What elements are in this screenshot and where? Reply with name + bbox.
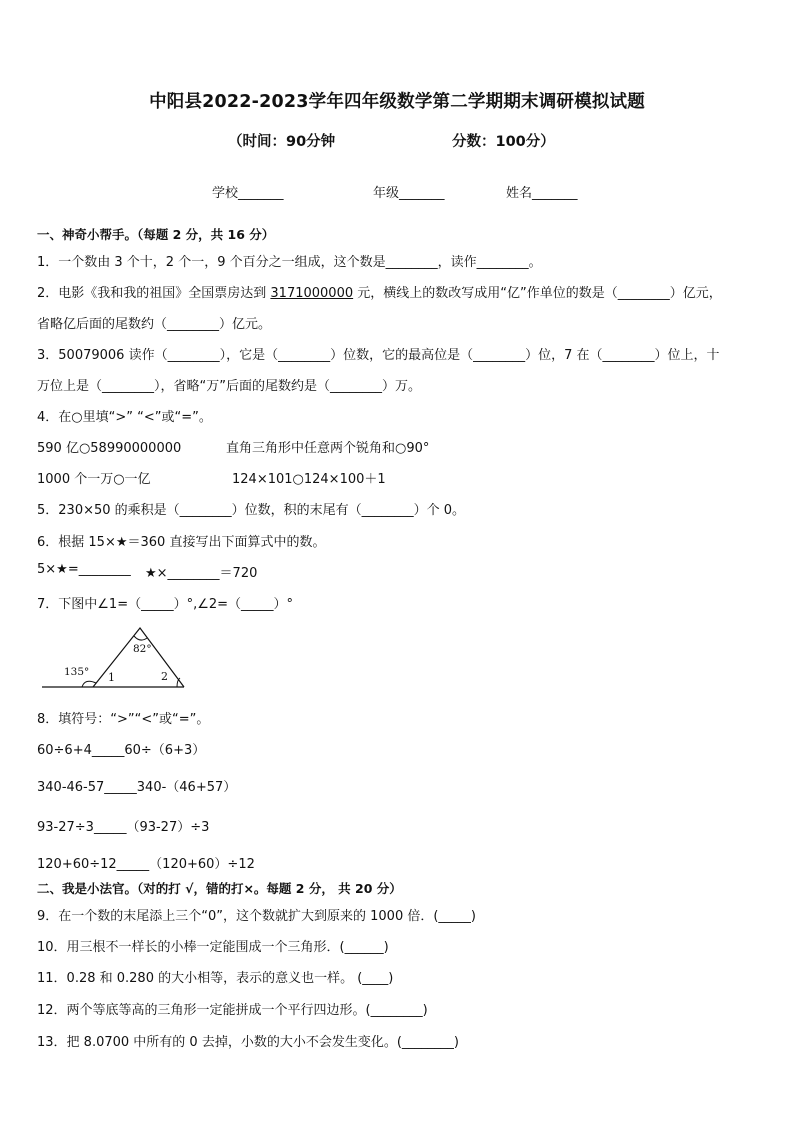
question-8-item-b: 340-46-57_____340-（46+57） — [37, 780, 237, 795]
question-2-suffix: 元，横线上的数改写成用“亿”作单位的数是（________）亿元， — [353, 286, 722, 301]
question-4-item-d: 124×101○124×100＋1 — [232, 472, 386, 487]
question-8-item-d: 120+60÷12_____（120+60）÷12 — [37, 857, 255, 872]
question-6-item-b: ★×________＝720 — [145, 566, 258, 581]
exam-score: 分数：100分） — [452, 134, 555, 150]
angle-1-label: 1 — [108, 671, 115, 684]
angle-2-arc — [177, 678, 180, 687]
school-field: 学校_______ — [212, 186, 284, 201]
question-5: 5．230×50 的乘积是（________）位数，积的末尾有（________）个 0。 — [37, 503, 466, 518]
top-angle-label: 82° — [133, 643, 152, 655]
angle-2-label: 2 — [161, 670, 168, 683]
question-10: 10．用三根不一样长的小棒一定能围成一个三角形．(______) — [37, 940, 389, 955]
question-6: 6．根据 15×★＝360 直接写出下面算式中的数。 — [37, 535, 326, 550]
question-1: 1．一个数由 3 个十，2 个一，9 个百分之一组成，这个数是________，读作________。 — [37, 255, 542, 270]
question-13: 13．把 8.0700 中所有的 0 去掉，小数的大小不会发生变化。(________) — [37, 1035, 459, 1050]
question-3-continued: 万位上是（________），省略“万”后面的尾数约是（________）万。 — [37, 379, 421, 394]
section-1-heading: 一、神奇小帮手。（每题 2 分，共 16 分） — [37, 227, 275, 242]
triangle-figure — [38, 622, 198, 694]
exam-title: 中阳县2022-2023学年四年级数学第二学期期末调研模拟试题 — [149, 92, 645, 112]
question-2-prefix: 2．电影《我和我的祖国》全国票房达到 — [37, 286, 271, 301]
question-2-continued: 省略亿后面的尾数约（________）亿元。 — [37, 317, 272, 332]
question-8: 8．填符号：“>”“<”或“=”。 — [37, 712, 210, 727]
outer-angle-label: 135° — [64, 666, 90, 678]
grade-field: 年级_______ — [373, 186, 445, 201]
question-2 — [37, 282, 722, 301]
section-2-heading: 二、我是小法官。（对的打 √，错的打×。每题 2 分， 共 20 分） — [37, 881, 402, 896]
question-2-number: 3171000000 — [270, 286, 354, 301]
question-8-item-c: 93-27÷3_____（93-27）÷3 — [37, 820, 210, 835]
question-3: 3．50079006 读作（________），它是（________）位数，它的最高位是（________）位，7 在（________）位上，十 — [37, 348, 720, 363]
question-4-item-a: 590 亿○58990000000 — [37, 441, 182, 456]
question-6-item-a: 5×★=________ — [37, 562, 131, 577]
triangle-shape — [93, 628, 184, 687]
question-4-item-b: 直角三角形中任意两个锐角和○90° — [226, 441, 430, 456]
question-4-item-c: 1000 个一万○一亿 — [37, 472, 151, 487]
question-12: 12．两个等底等高的三角形一定能拼成一个平行四边形。(________) — [37, 1003, 428, 1018]
question-4: 4．在○里填“>” “<”或“=”。 — [37, 410, 212, 425]
question-7: 7．下图中∠1=（_____）°,∠2=（_____）° — [37, 597, 294, 612]
question-8-item-a: 60÷6+4_____60÷（6+3） — [37, 743, 206, 758]
question-11: 11．0.28 和 0.280 的大小相等，表示的意义也一样。 (____) — [37, 971, 394, 986]
question-9: 9．在一个数的末尾添上三个“0”，这个数就扩大到原来的 1000 倍．(_____) — [37, 909, 477, 924]
top-angle-arc — [134, 636, 147, 640]
name-field: 姓名_______ — [506, 186, 578, 201]
exam-time: （时间：90分钟 — [228, 134, 336, 150]
